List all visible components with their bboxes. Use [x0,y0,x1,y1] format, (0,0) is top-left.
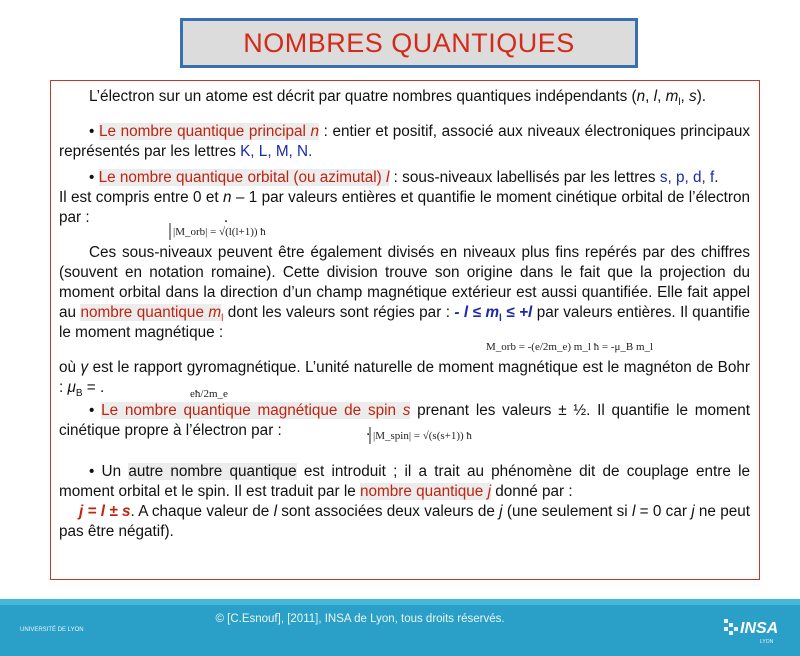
text: entier et positif, associé aux niveaux électroniques principaux représentés par les lettres [59,123,751,160]
text: . [223,209,229,226]
universite-de-lyon-logo [20,611,100,641]
var-l: l [273,503,277,520]
insa-logo [718,607,788,647]
bullet: • [89,169,99,186]
footer [0,599,800,656]
equation-j: j = l ± s [79,503,131,520]
text: . A chaque valeur de [130,503,274,520]
text: , [657,88,666,105]
text: sont associées deux valeurs de [276,503,500,520]
text: par valeurs entières. Il quantifie le moment magnétique : [59,304,751,341]
text: est introduit ; il a trait au phénomène dit de couplage entre le moment orbital et le spin. Il est traduit par le [59,463,750,500]
paragraph-principal [59,122,750,162]
bullet: • [89,402,102,419]
term-other: autre nombre quantique [128,463,297,480]
paragraph-orbital [59,168,750,188]
sub-l: l [499,313,502,325]
text: . [366,422,371,439]
text: Il est compris entre 0 et [59,189,223,206]
paragraph-bohr [59,358,750,398]
text: : sous-niveaux labellisés par les lettres [389,169,660,186]
text: prenant les valeurs ± ½. Il quantifie le moment cinétique propre à l’électron par : [59,402,751,439]
symbol-mu: μ [67,379,76,396]
text: Ces sous-niveaux peuvent être également divisés en niveaux plus fins repérés par des chiffres (souvent en notation romaine). Cette division trouve son origine dans le fait que la projection du moment orbital dans la direction d’un champ magnétique extérieur est aussi quantifiée. Elle fait appel au [59,244,750,321]
term-magnetic: nombre quantique [80,304,209,321]
formula-bohr-text: eħ/2m_e [190,388,228,400]
paragraph-orbital-moment [59,188,750,228]
var-j: j [487,483,491,500]
paragraph-magnetic [59,243,750,343]
var-ml: m [208,304,222,321]
var-j: j [691,503,695,520]
logo-left-text: UNIVERSITÉ DE LYON [20,627,84,633]
sub-l: l [221,313,224,325]
text: : [319,123,328,140]
text: dont les valeurs sont régies par : [223,304,455,321]
copyright-text: © [C.Esnouf], [2011], INSA de Lyon, tous droits réservés. [215,613,505,625]
formula-bohr-overlay [188,384,248,402]
range-ml-end: ≤ +l [501,304,533,321]
text: , [645,88,654,105]
text: = 0 car [635,503,692,520]
term-spin: Le nombre quantique magnétique de spin [101,402,403,419]
var-s: s [689,88,697,105]
formula-orbital-overlay [168,220,268,242]
text: où [59,359,81,376]
text: – 1 par valeurs entières et quantifie le moment cinétique orbital de l’électron par : [59,189,750,226]
symbol-gamma: γ [80,359,89,376]
formula-orbital-text: |M_orb| = √(l(l+1)) ħ [173,226,266,238]
text: donné par : [490,483,573,500]
letters-klmn: K, L, M, N. [240,143,313,160]
var-m: m [665,88,679,105]
title-box [180,18,638,68]
formula-spin-text: |M_spin| = √(s(s+1)) ħ [373,430,472,442]
formula-spin-overlay [368,424,488,446]
footer-band [0,599,800,605]
formula-magnetic-overlay [484,334,744,360]
paragraph-coupling [59,462,750,502]
logo-right-text: INSA [740,620,779,637]
term-j: nombre quantique [359,483,488,500]
text: ne peut pas être négatif). [59,503,750,540]
text: L’électron sur un atome est décrit par quatre nombres quantiques indépendants ( [89,88,637,105]
formula-magnetic-text: M_orb = -(e/2m_e) m_l ħ = -μ_B m_l [486,341,654,353]
var-n: n [310,123,320,140]
var-n: n [636,88,646,105]
page-title: NOMBRES QUANTIQUES [243,27,575,58]
bullet: • [89,123,99,140]
var-l: l [631,503,636,520]
text: (une seulement si [502,503,632,520]
term-orbital: Le nombre quantique orbital (ou azimutal) [98,169,387,186]
term-principal: Le nombre quantique principal [98,123,311,140]
logo-right-subtext: LYON [760,639,774,645]
content-box [50,80,760,580]
text: . [714,169,719,186]
text: ). [696,88,707,105]
var-j: j [499,503,503,520]
sub-b: B [75,388,83,400]
bullet: • Un [89,463,129,480]
var-s: s [402,402,411,419]
letters-spdf: s, p, d, f [659,169,715,186]
text: = . [82,379,105,396]
text: est le rapport gyromagnétique. L’unité naturelle de moment magnétique est le magnéton de Bohr : [59,359,750,396]
text: , [680,88,690,105]
var-l: l [386,169,390,186]
range-ml: - l ≤ m [454,304,500,321]
sub-l: l [678,97,681,109]
paragraph-j [59,502,750,542]
var-n: n [222,189,232,206]
paragraph-intro [59,87,750,107]
var-l: l [653,88,658,105]
